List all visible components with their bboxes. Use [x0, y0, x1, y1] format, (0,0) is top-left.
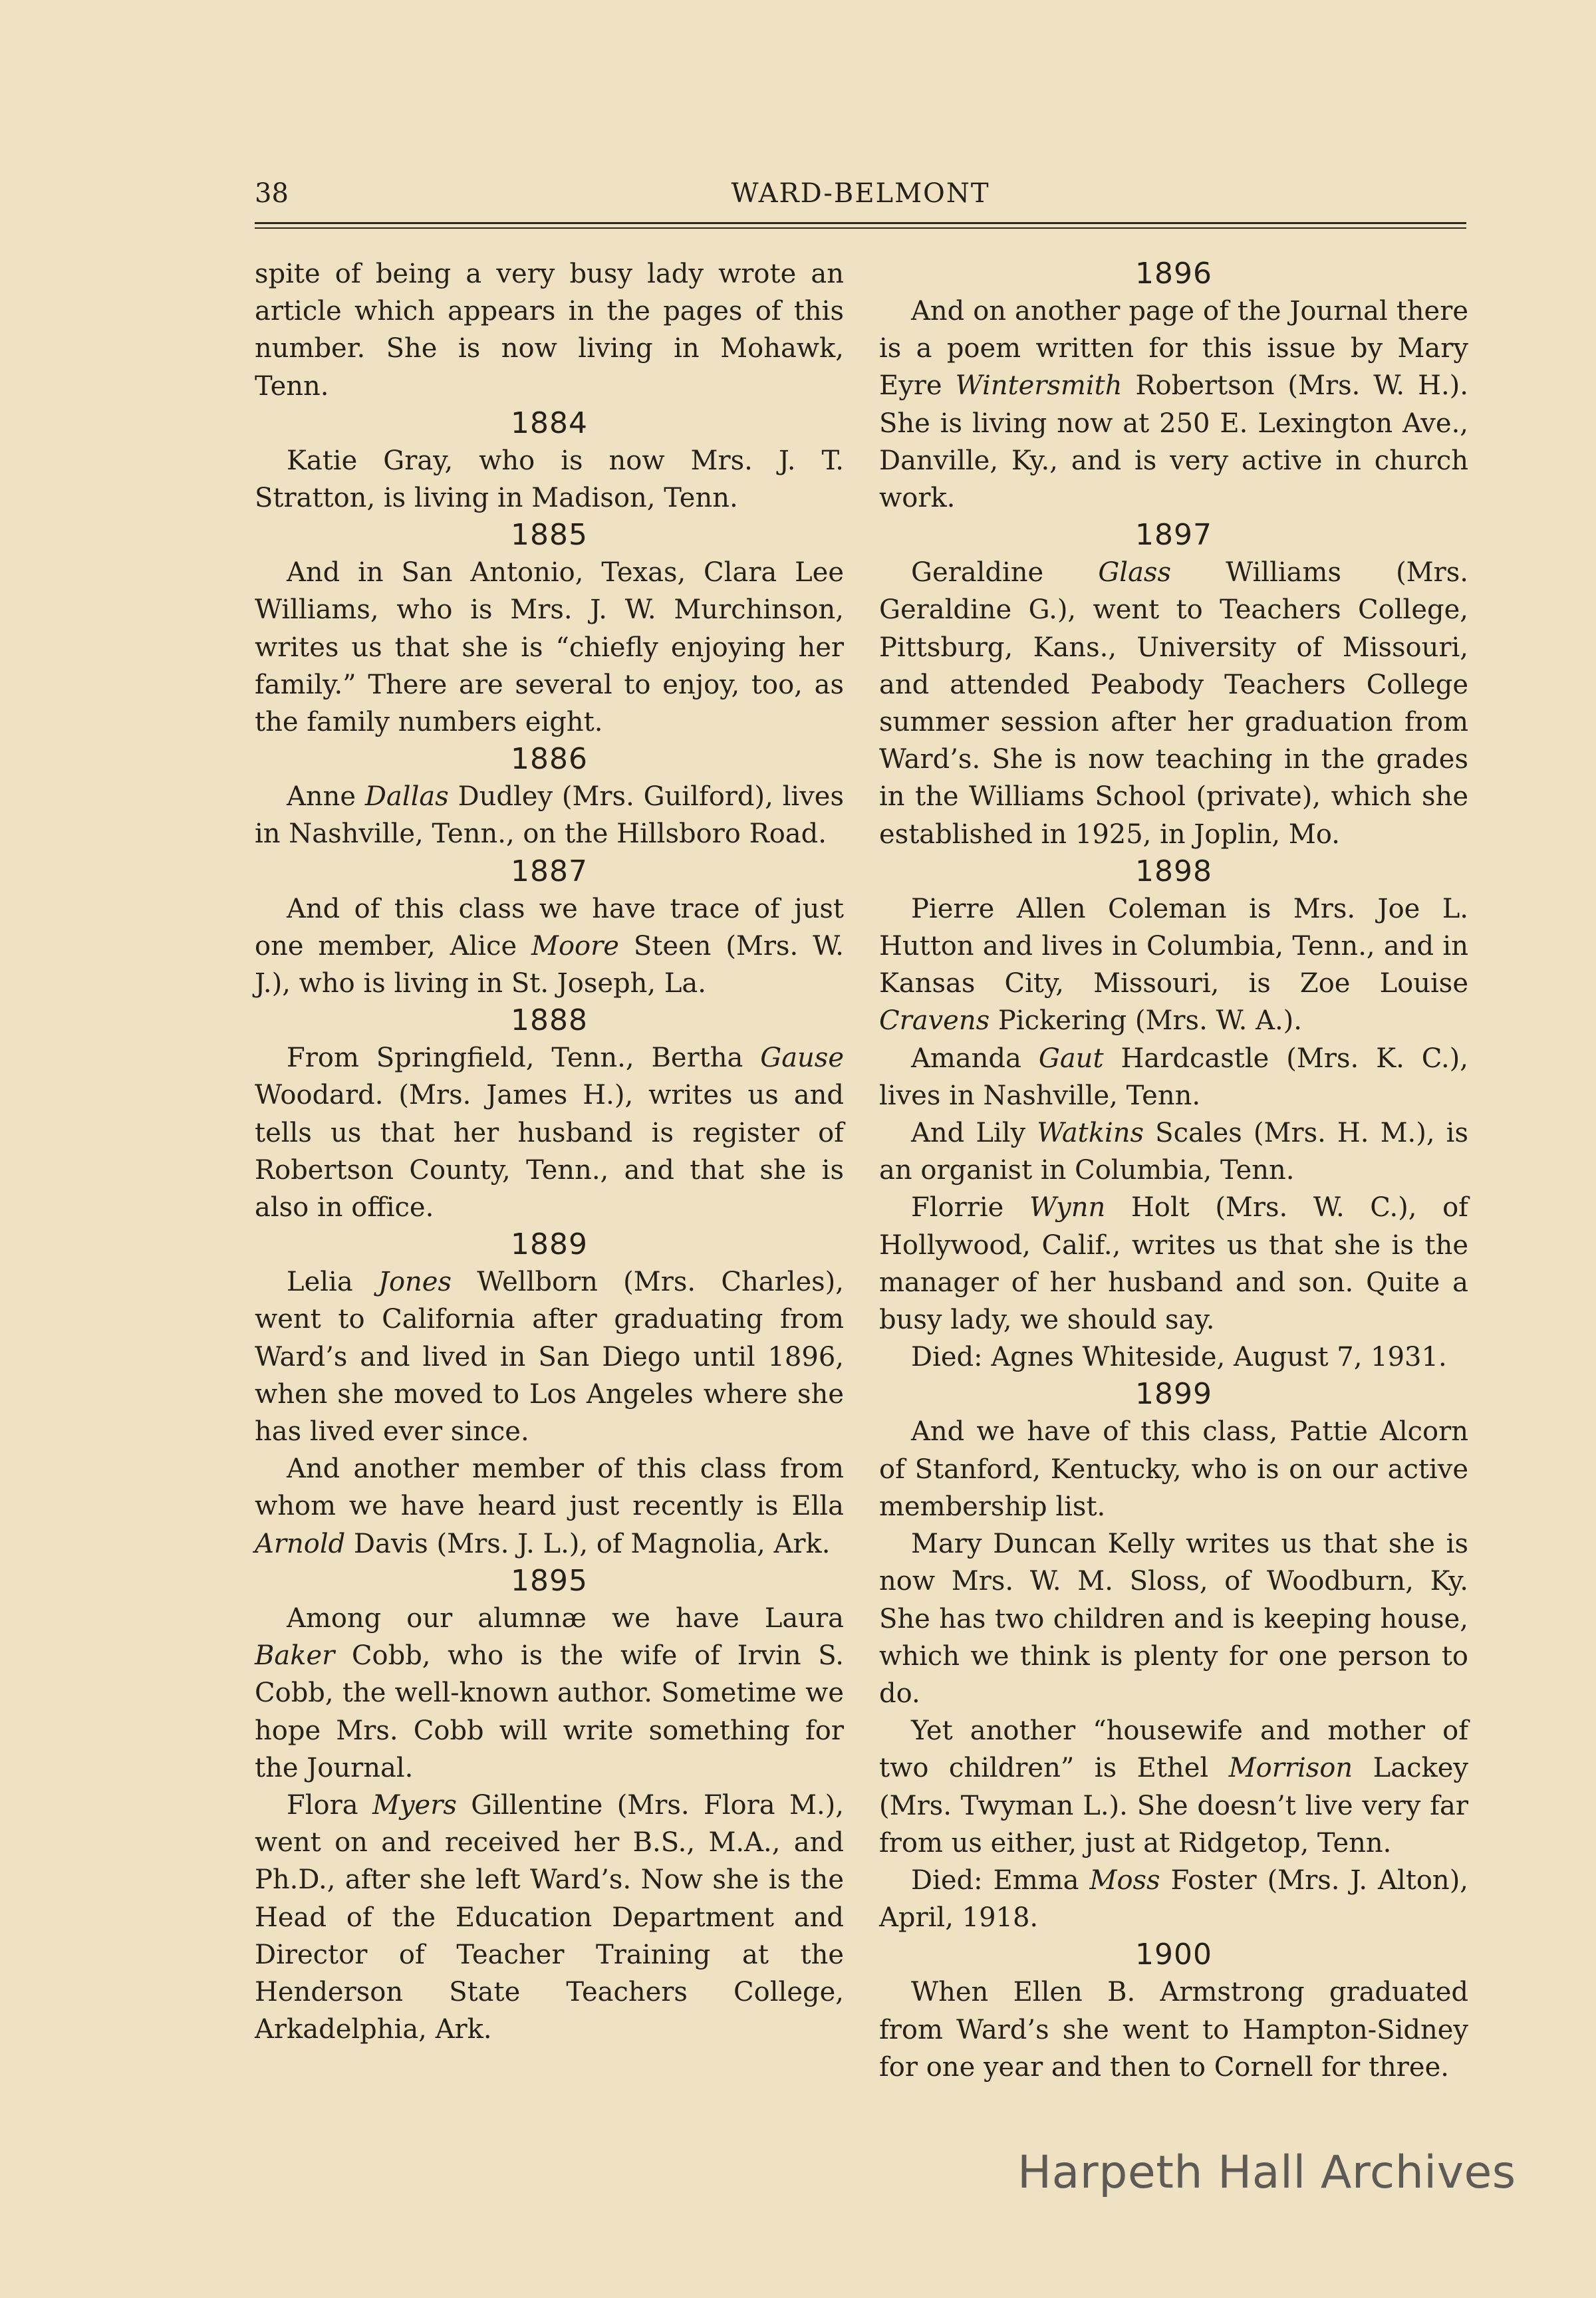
class-year-heading: 1896	[1135, 257, 1212, 291]
paragraph-text: Hardcastle (Mrs. K. C.), lives in Nashville, Tenn.	[879, 1043, 1468, 1111]
paragraph-text: Died: Agnes Whiteside, August 7, 1931.	[911, 1342, 1447, 1373]
paragraph-text: spite of being a very busy lady wrote an article which appears in the pages of this number. She is now living in Mohawk, Tenn.	[255, 259, 844, 402]
paragraph-text: When Ellen B. Armstrong graduated from Ward’s she went to Hampton-Sidney for one year and then to Cornell for three.	[879, 1977, 1468, 2083]
alumna-paragraph	[879, 1339, 1468, 1376]
maiden-name: Arnold	[255, 1528, 346, 1559]
alumna-paragraph	[879, 1040, 1468, 1114]
paragraph-text: Mary Duncan Kelly writes us that she is now Mrs. W. M. Sloss, of Woodburn, Ky. She has two children and is keeping house, which we think is plenty for one person to do.	[879, 1529, 1468, 1709]
maiden-name: Baker	[255, 1640, 335, 1672]
paragraph-text: Woodard. (Mrs. James H.), writes us and tells us that her husband is register of Robertson County, Tenn., and that she is also in office.	[255, 1080, 844, 1223]
alumna-paragraph	[879, 293, 1468, 517]
maiden-name: Wynn	[1029, 1192, 1106, 1223]
class-year-heading: 1897	[1135, 518, 1212, 553]
paragraph-text: Flora	[287, 1789, 372, 1821]
class-year-heading: 1895	[511, 1563, 588, 1598]
class-year-heading: 1900	[1135, 1938, 1212, 1972]
paragraph-text: Wellborn (Mrs. Charles), went to California after graduating from Ward’s and lived in San Diego until 1896, when she moved to Los Angeles where she has lived ever since.	[255, 1267, 844, 1448]
alumna-paragraph	[879, 554, 1468, 853]
paragraph-text: Foster (Mrs. J. Alton), April, 1918.	[879, 1864, 1469, 1934]
alumna-paragraph	[255, 1450, 844, 1563]
paragraph-text: Geraldine	[911, 557, 1099, 588]
maiden-name: Dallas	[364, 781, 449, 813]
alumna-paragraph	[255, 442, 844, 517]
maiden-name: Morrison	[1228, 1753, 1353, 1784]
alumna-paragraph	[879, 1525, 1468, 1712]
alumna-paragraph	[879, 1189, 1468, 1339]
running-title: WARD-BELMONT	[731, 178, 990, 209]
paragraph-text: Anne	[287, 781, 365, 813]
maiden-name: Jones	[378, 1267, 452, 1298]
paragraph-text: Died: Emma	[911, 1864, 1090, 1896]
paragraph-text: Gillentine (Mrs. Flora M.), went on and received her B.S., M.A., and Ph.D., after she left Ward’s. Now she is the Head of the Education Department and Director of Teacher Training at the Henderson State Teachers College, Arkadelphia, Ark.	[255, 1789, 844, 2045]
alumna-paragraph	[879, 890, 1468, 1040]
paragraph-text: Scales (Mrs. H. M.), is an organist in Columbia, Tenn.	[879, 1118, 1468, 1186]
header-rule	[255, 222, 1466, 229]
alumna-paragraph	[879, 1712, 1468, 1862]
page-header	[255, 178, 1466, 218]
class-year-heading: 1885	[511, 518, 588, 553]
paragraph-text: Pierre Allen Coleman is Mrs. Joe L. Hutton and lives in Columbia, Tenn., and in Kansas City, Missouri, is Zoe Louise	[879, 893, 1468, 999]
paragraph-text: Robertson (Mrs. W. H.). She is living now at 250 E. Lexington Ave., Danville, Ky., and is very active in church work.	[879, 370, 1468, 514]
alumna-paragraph	[255, 554, 844, 741]
alumna-paragraph	[255, 255, 844, 405]
paragraph-text: And another member of this class from whom we have heard just recently is Ella	[255, 1454, 844, 1522]
page-number: 38	[255, 178, 289, 209]
paragraph-text: Dudley (Mrs. Guilford), lives in Nashville, Tenn., on the Hillsboro Road.	[255, 781, 845, 850]
paragraph-text: And of this class we have trace of just one member, Alice	[255, 893, 844, 961]
paragraph-text: Lackey (Mrs. Twyman L.). She doesn’t live very far from us either, just at Ridgetop, Tenn.	[879, 1753, 1468, 1858]
paragraph-text: From Springfield, Tenn., Bertha	[287, 1043, 761, 1074]
paragraph-text: Cobb, who is the wife of Irvin S. Cobb, the well-known author. Sometime we hope Mrs. Cobb will write something for the Journal.	[255, 1640, 844, 1783]
paragraph-text: Lelia	[287, 1267, 378, 1298]
maiden-name: Wintersmith	[955, 370, 1123, 402]
paragraph-text: Yet another “housewife and mother of two children” is Ethel	[879, 1716, 1468, 1784]
maiden-name: Watkins	[1037, 1118, 1144, 1149]
paragraph-text: Davis (Mrs. J. L.), of Magnolia, Ark.	[345, 1528, 831, 1559]
paragraph-text: Among our alumnæ we have Laura	[287, 1602, 844, 1634]
alumna-paragraph	[879, 1974, 1468, 2086]
maiden-name: Myers	[372, 1789, 457, 1821]
class-year-heading: 1898	[1135, 854, 1212, 888]
right-column	[879, 255, 1468, 2086]
class-year-heading: 1888	[511, 1003, 588, 1038]
class-year-heading: 1889	[511, 1227, 588, 1262]
maiden-name: Moore	[531, 930, 619, 961]
alumna-paragraph	[255, 890, 844, 1003]
class-year-heading: 1886	[511, 742, 588, 777]
maiden-name: Moss	[1089, 1864, 1160, 1896]
alumna-paragraph	[255, 1600, 844, 1787]
maiden-name: Gaut	[1038, 1043, 1104, 1074]
paragraph-text: And we have of this class, Pattie Alcorn of Stanford, Kentucky, who is on our active membership list.	[879, 1416, 1468, 1522]
paragraph-text: Pickering (Mrs. W. A.).	[990, 1005, 1302, 1037]
alumna-paragraph	[255, 778, 844, 852]
paragraph-text: Katie Gray, who is now Mrs. J. T. Stratton, is living in Madison, Tenn.	[255, 445, 844, 514]
maiden-name: Glass	[1098, 557, 1171, 588]
alumna-paragraph	[879, 1413, 1468, 1525]
alumna-paragraph	[255, 1787, 844, 2048]
paragraph-text: Holt (Mrs. W. C.), of Hollywood, Calif., writes us that she is the manager of her husband and son. Quite a busy lady, we should say.	[879, 1192, 1468, 1336]
class-year-heading: 1899	[1135, 1377, 1212, 1412]
left-column	[255, 255, 844, 2048]
class-year-heading: 1887	[511, 854, 588, 888]
alumna-paragraph	[879, 1114, 1468, 1189]
paragraph-text: Steen (Mrs. W. J.), who is living in St. Joseph, La.	[255, 930, 844, 999]
paragraph-text: And in San Antonio, Texas, Clara Lee Williams, who is Mrs. J. W. Murchinson, writes us that she is “chiefly enjoying her family.” There are several to enjoy, too, as the family numbers eight.	[255, 557, 844, 738]
paragraph-text: And Lily	[911, 1118, 1037, 1149]
alumna-paragraph	[255, 1263, 844, 1450]
paragraph-text: Amanda	[911, 1043, 1039, 1074]
alumna-paragraph	[255, 1039, 844, 1226]
class-year-heading: 1884	[511, 406, 588, 440]
maiden-name: Cravens	[879, 1005, 990, 1037]
paragraph-text: And on another page of the Journal there is a poem written for this issue by Mary Eyre	[879, 296, 1468, 402]
alumna-paragraph	[879, 1862, 1468, 1936]
paragraph-text: Florrie	[911, 1192, 1029, 1223]
paragraph-text: Williams (Mrs. Geraldine G.), went to Teachers College, Pittsburg, Kans., University of Missouri, and attended Peabody Teachers College summer session after her graduation from Ward’s. She is now teaching in the grades in the Williams School (private), which she established in 1925, in Joplin, Mo.	[879, 557, 1468, 850]
maiden-name: Gause	[760, 1043, 844, 1074]
archive-watermark: Harpeth Hall Archives	[1017, 2146, 1516, 2199]
